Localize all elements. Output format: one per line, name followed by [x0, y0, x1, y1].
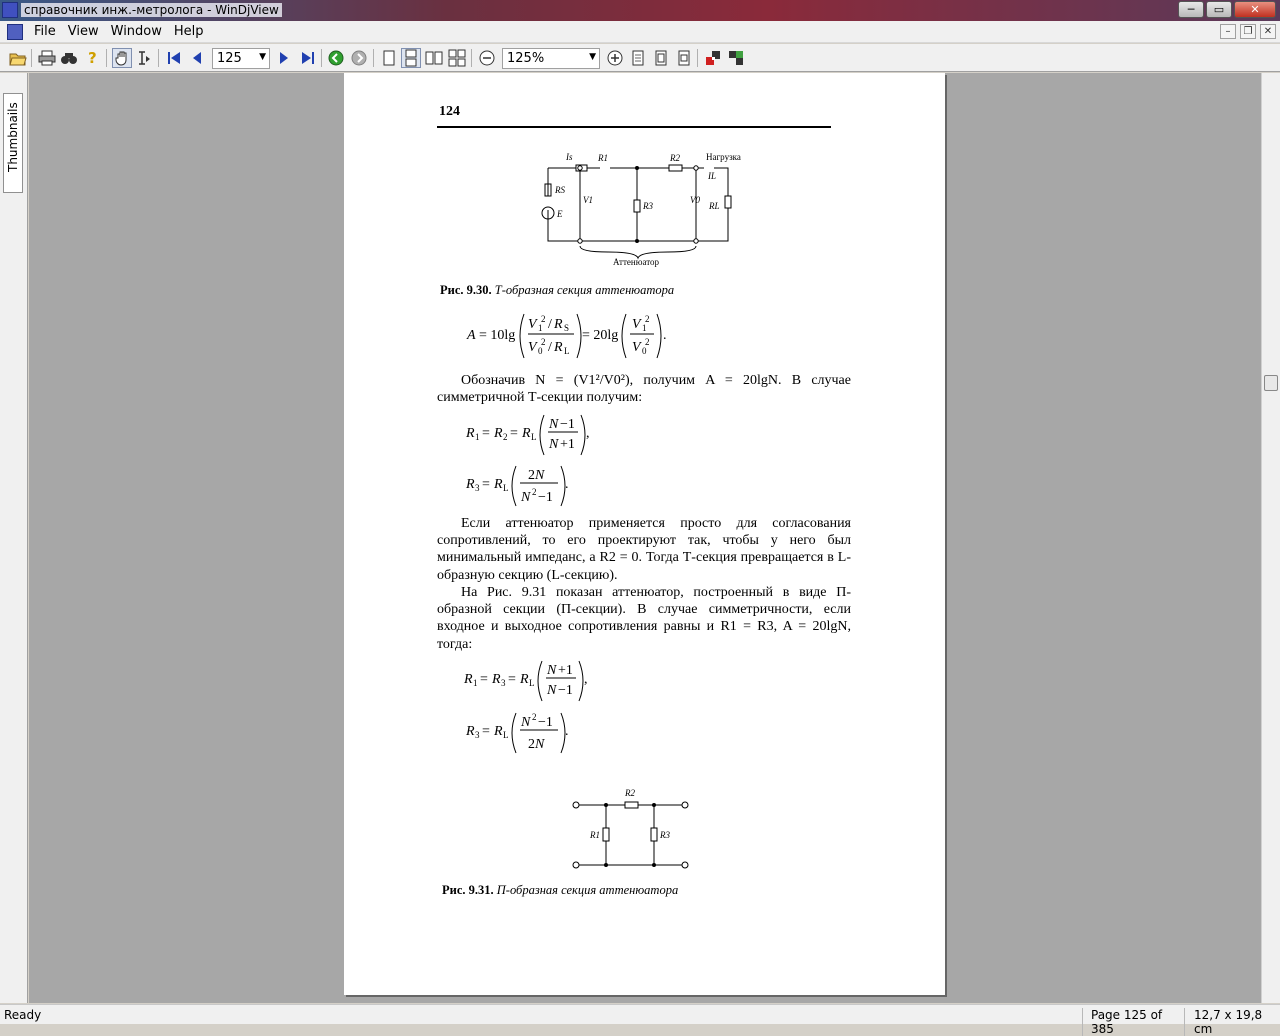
svg-text:=: = [482, 477, 490, 492]
figure-9-30-title: Т-образная секция аттенюатора [494, 283, 675, 297]
menu-view[interactable]: View [67, 24, 99, 39]
figure-9-30-caption [440, 283, 674, 298]
svg-text:1: 1 [475, 432, 480, 442]
chevron-down-icon: ▼ [589, 52, 596, 62]
vertical-scrollbar[interactable] [1261, 73, 1280, 1003]
svg-text:= 20lg: = 20lg [582, 328, 619, 343]
svg-text:R: R [466, 477, 475, 492]
doc-restore-button[interactable]: ❐ [1240, 24, 1256, 39]
menu-help[interactable]: Help [173, 24, 204, 39]
zoom-in-icon[interactable] [605, 48, 625, 68]
figure-9-31-circuit [569, 785, 694, 873]
doc-close-button[interactable]: ✕ [1260, 24, 1276, 39]
paragraph-2: Если аттенюатор применяется просто для согласования сопротивлений, то его проектируют так, чтобы у него был минимальный импеданс, а R2 = 0. Тогда Т-секция превращается в L-образную секцию (L-секцию). [437, 516, 851, 583]
svg-text:−1: −1 [560, 417, 575, 432]
label-r2: R2 [670, 153, 680, 163]
label-load: Нагрузка [706, 152, 741, 162]
continuous-facing-icon[interactable] [447, 48, 467, 68]
svg-text:N: N [547, 663, 557, 678]
svg-text:A: A [467, 328, 476, 343]
svg-text:2: 2 [532, 487, 537, 497]
formula-pi-r3 [464, 709, 584, 757]
svg-text:2: 2 [528, 737, 535, 752]
svg-text:1: 1 [642, 323, 647, 333]
svg-text:0: 0 [538, 346, 543, 356]
tab-thumbnails-label: Thumbnails [6, 102, 20, 172]
svg-text:L: L [529, 678, 535, 688]
display-mode-bw-icon[interactable] [726, 48, 746, 68]
svg-text:R: R [492, 672, 501, 687]
svg-text:1: 1 [538, 323, 543, 333]
single-page-icon[interactable] [379, 48, 399, 68]
svg-text:3: 3 [501, 678, 506, 688]
svg-text:R: R [466, 724, 475, 739]
svg-text:R: R [494, 477, 503, 492]
svg-text:=: = [482, 724, 490, 739]
svg-text:+1: +1 [560, 437, 575, 452]
svg-text:N: N [547, 683, 557, 698]
zoom-combo[interactable] [502, 48, 600, 69]
label-pi-r3: R3 [660, 830, 670, 840]
svg-text:2: 2 [541, 314, 546, 324]
back-icon[interactable] [326, 48, 346, 68]
svg-text:=: = [482, 426, 490, 441]
figure-9-30-number: Рис. 9.30. [440, 283, 492, 297]
label-rl: RL [709, 201, 720, 211]
document-viewer[interactable] [29, 73, 1261, 1003]
svg-text:L: L [503, 483, 509, 493]
label-v1: V1 [583, 195, 593, 205]
label-e: E [557, 209, 563, 219]
facing-pages-icon[interactable] [424, 48, 444, 68]
svg-text:2: 2 [541, 337, 546, 347]
svg-text:N: N [549, 417, 559, 432]
forward-icon[interactable] [349, 48, 369, 68]
svg-text:2: 2 [645, 314, 650, 324]
figure-9-31-number: Рис. 9.31. [442, 883, 494, 897]
svg-text:R: R [522, 426, 531, 441]
svg-text:N: N [535, 737, 545, 752]
prev-page-icon[interactable] [187, 48, 207, 68]
svg-text:V: V [632, 317, 641, 332]
svg-text:V: V [632, 340, 641, 355]
title-bar [0, 0, 1280, 21]
svg-text:.: . [565, 477, 569, 492]
svg-text:2: 2 [528, 468, 535, 483]
svg-text:=: = [480, 672, 488, 687]
figure-9-30-circuit [524, 148, 764, 268]
menu-file[interactable]: File [34, 24, 56, 39]
formula-pi-r1-r3 [462, 657, 622, 705]
actual-size-icon[interactable] [674, 48, 694, 68]
label-r3: R3 [643, 201, 653, 211]
svg-text:R: R [466, 426, 475, 441]
svg-text:?: ? [88, 49, 97, 67]
help-icon[interactable] [83, 48, 103, 68]
svg-text:R: R [520, 672, 529, 687]
svg-text:R: R [464, 672, 473, 687]
document-icon[interactable] [7, 24, 23, 40]
minimize-button[interactable]: ─ [1178, 1, 1204, 18]
status-ready: Ready [4, 1008, 42, 1022]
fit-width-icon[interactable] [651, 48, 671, 68]
label-r1: R1 [598, 153, 608, 163]
first-page-icon[interactable] [164, 48, 184, 68]
label-v0: V0 [690, 195, 700, 205]
window-title: справочник инж.-метролога - WinDjView [21, 3, 282, 17]
svg-text:0: 0 [642, 346, 647, 356]
svg-text:R: R [554, 317, 563, 332]
close-button[interactable]: ✕ [1234, 1, 1276, 18]
svg-text:/: / [548, 340, 552, 355]
zoom-out-icon[interactable] [477, 48, 497, 68]
hand-tool-icon[interactable] [112, 48, 132, 68]
continuous-page-icon[interactable] [401, 48, 421, 68]
svg-text:/: / [548, 317, 552, 332]
svg-text:=: = [510, 426, 518, 441]
svg-text:2: 2 [645, 337, 650, 347]
app-icon [2, 2, 18, 18]
label-is: Is [566, 152, 573, 162]
label-pi-r1: R1 [590, 830, 600, 840]
figure-9-31-title: П-образная секция аттенюатора [496, 883, 679, 897]
formula-t-r1-r2 [464, 411, 624, 459]
svg-text:,: , [586, 426, 590, 441]
page-number-value: 125 [217, 51, 242, 66]
status-page-size: 12,7 x 19,8 cm [1184, 1008, 1280, 1036]
svg-text:L: L [503, 730, 509, 740]
svg-text:.: . [565, 724, 569, 739]
svg-text:−1: −1 [558, 683, 573, 698]
label-il: IL [708, 171, 717, 181]
maximize-button[interactable]: ▭ [1206, 1, 1232, 18]
scrollbar-thumb[interactable] [1264, 375, 1278, 391]
svg-text:=: = [508, 672, 516, 687]
svg-text:L: L [531, 432, 537, 442]
status-page: Page 125 of 385 [1082, 1008, 1182, 1036]
svg-text:3: 3 [475, 483, 480, 493]
paragraph-3: На Рис. 9.31 показан аттенюатор, построенный в виде П-образной секции (П-секции). В случае симметричности, если входное и выходное сопротивления равны и R1 = R3, A = 20lgN, тогда: [437, 585, 851, 652]
label-rs: RS [555, 185, 565, 195]
paragraph-1: Обозначив N = (V1²/V0²), получим A = 20lgN. В случае симметричной Т-секции получим: [437, 373, 851, 406]
svg-text:3: 3 [475, 730, 480, 740]
figure-9-31-caption [442, 883, 678, 898]
chevron-down-icon: ▼ [259, 52, 266, 62]
menu-window[interactable]: Window [110, 24, 162, 39]
label-pi-r2: R2 [625, 788, 635, 798]
formula-attenuation [464, 309, 684, 363]
svg-text:L: L [564, 346, 570, 356]
sidebar [0, 73, 28, 1003]
svg-text:−1: −1 [538, 715, 553, 730]
display-mode-color-icon[interactable] [703, 48, 723, 68]
next-page-icon[interactable] [274, 48, 294, 68]
svg-text:2: 2 [532, 712, 537, 722]
toolbar [0, 44, 1280, 72]
svg-text:−1: −1 [538, 490, 553, 505]
svg-text:V: V [528, 340, 537, 355]
doc-minimize-button[interactable]: – [1220, 24, 1236, 39]
svg-text:V: V [528, 317, 537, 332]
document-page [344, 73, 945, 995]
tab-thumbnails[interactable] [3, 93, 23, 193]
svg-text:N: N [521, 490, 531, 505]
svg-text:R: R [494, 426, 503, 441]
svg-text:+1: +1 [558, 663, 573, 678]
svg-text:R: R [494, 724, 503, 739]
svg-text:.: . [663, 328, 667, 343]
window-controls [1178, 1, 1276, 18]
page-number-combo[interactable] [212, 48, 270, 69]
find-icon[interactable] [59, 48, 79, 68]
svg-text:N: N [535, 468, 545, 483]
svg-text:= 10lg: = 10lg [479, 328, 516, 343]
svg-text:S: S [564, 323, 570, 333]
print-icon[interactable] [37, 48, 57, 68]
page-number: 124 [439, 104, 460, 119]
svg-text:,: , [584, 672, 588, 687]
last-page-icon[interactable] [298, 48, 318, 68]
formula-t-r3 [464, 462, 584, 510]
open-icon[interactable] [8, 48, 28, 68]
svg-text:N: N [549, 437, 559, 452]
menu-bar [0, 21, 1280, 43]
label-attenuator: Аттенюатор [613, 257, 660, 267]
svg-text:2: 2 [503, 432, 508, 442]
fit-page-icon[interactable] [628, 48, 648, 68]
svg-text:1: 1 [473, 678, 478, 688]
status-bar [0, 1004, 1280, 1036]
header-rule [437, 126, 831, 128]
zoom-value: 125% [507, 51, 545, 66]
svg-text:N: N [521, 715, 531, 730]
svg-text:R: R [554, 340, 563, 355]
select-tool-icon[interactable] [134, 48, 154, 68]
